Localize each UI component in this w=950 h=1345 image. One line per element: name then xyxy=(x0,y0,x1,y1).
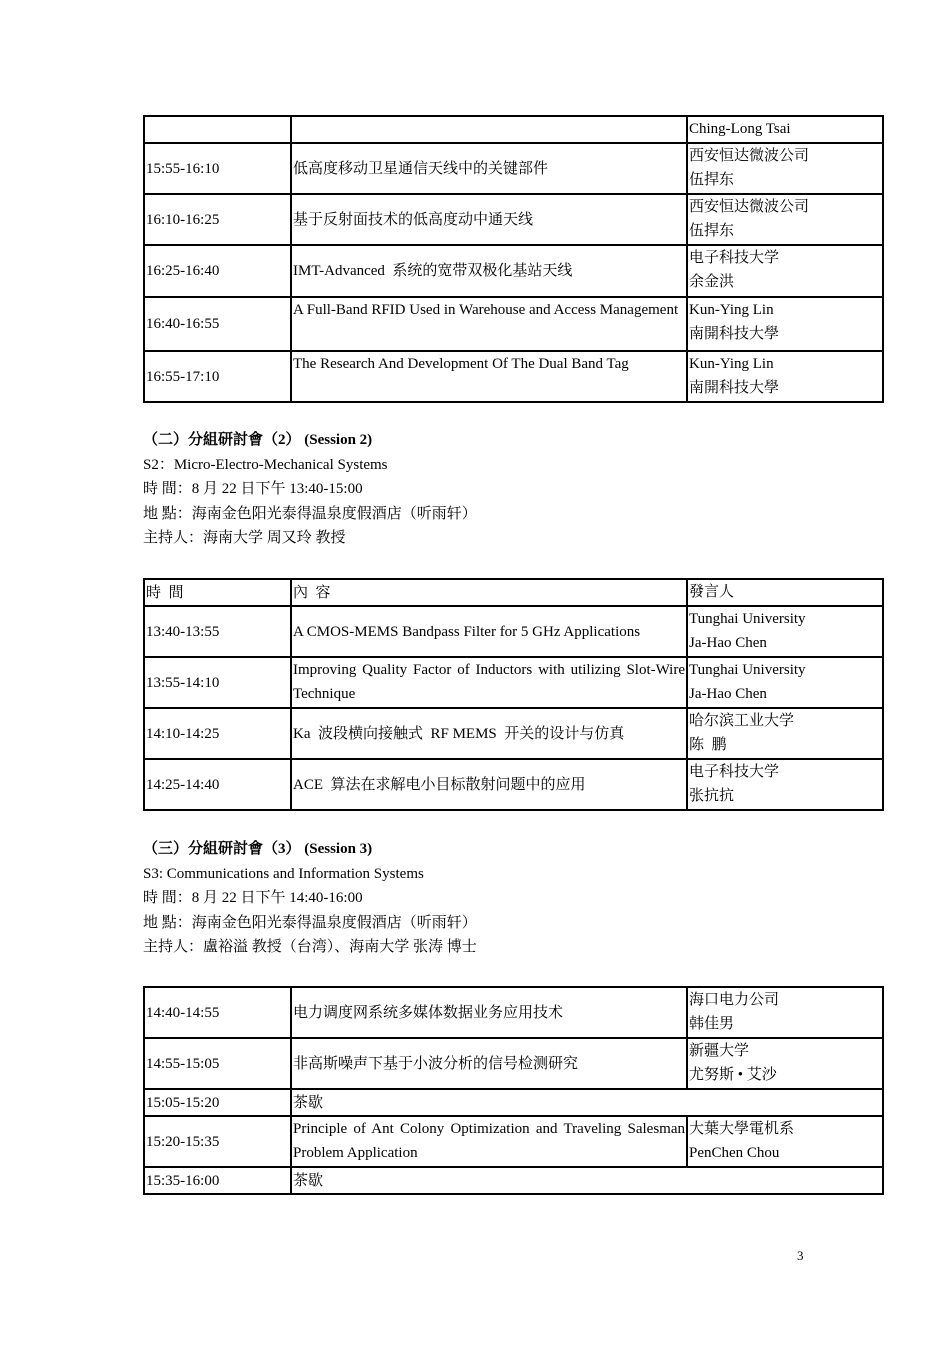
speaker-affiliation: 西安恒达微波公司 xyxy=(689,148,810,164)
speaker-affiliation: 大葉大學電机系 xyxy=(689,1121,795,1137)
time-cell: 14:55-15:05 xyxy=(144,1038,291,1089)
session-3-location: 地 點：海南金色阳光泰得温泉度假酒店（听雨轩） xyxy=(143,914,477,931)
content-cell: IMT-Advanced 系统的宽带双极化基站天线 xyxy=(291,245,687,297)
speaker-name: 余金洪 xyxy=(689,274,735,290)
schedule-table-1 xyxy=(143,115,884,403)
table-row xyxy=(144,351,883,402)
speaker-cell xyxy=(687,245,883,297)
speaker-cell xyxy=(687,759,883,810)
page-number: 3 xyxy=(797,1248,804,1263)
schedule-table-3 xyxy=(143,986,884,1195)
speaker-cell xyxy=(687,143,883,194)
speaker-name: Kun-Ying Lin xyxy=(689,356,774,372)
speaker-cell xyxy=(687,606,883,657)
table-row xyxy=(144,708,883,759)
speaker-affiliation: 南開科技大學 xyxy=(689,326,780,342)
break-cell: 茶歇 xyxy=(291,1089,883,1116)
time-cell: 14:25-14:40 xyxy=(144,759,291,810)
table-row xyxy=(144,759,883,810)
session-3-subtitle: S3: Communications and Information Systems xyxy=(143,865,424,882)
speaker-affiliation: 西安恒达微波公司 xyxy=(689,199,810,215)
speaker-affiliation: 南開科技大學 xyxy=(689,380,780,396)
session-2-time: 時 間：8 月 22 日下午 13:40-15:00 xyxy=(143,481,363,498)
time-cell: 16:10-16:25 xyxy=(144,194,291,245)
speaker-cell xyxy=(687,194,883,245)
speaker-cell xyxy=(687,657,883,708)
content-cell: Principle of Ant Colony Optimization and Traveling Salesman Problem Application xyxy=(291,1116,687,1167)
session-3-time: 時 間：8 月 22 日下午 14:40-16:00 xyxy=(143,890,363,907)
time-cell xyxy=(144,116,291,143)
speaker-name: 张抗抗 xyxy=(689,788,735,804)
time-cell: 15:35-16:00 xyxy=(144,1167,291,1194)
time-cell: 16:55-17:10 xyxy=(144,351,291,402)
table-row xyxy=(144,1038,883,1089)
session-3-heading: （三）分組研討會（3） (Session 3) xyxy=(143,841,373,857)
table-row xyxy=(144,245,883,297)
speaker-cell xyxy=(687,708,883,759)
speaker-name: 伍捍东 xyxy=(689,172,735,188)
speaker-name: Ja-Hao Chen xyxy=(689,635,767,651)
schedule-table-2 xyxy=(143,578,884,811)
speaker-cell xyxy=(687,297,883,351)
speaker-affiliation: 哈尔滨工业大学 xyxy=(689,713,795,729)
content-cell: ACE 算法在求解电小目标散射问题中的应用 xyxy=(291,759,687,810)
speaker-affiliation: 新疆大学 xyxy=(689,1043,750,1059)
content-cell: 电力调度网系统多媒体数据业务应用技术 xyxy=(291,987,687,1038)
table-row xyxy=(144,194,883,245)
speaker-affiliation: 电子科技大学 xyxy=(689,250,780,266)
content-cell: Improving Quality Factor of Inductors with utilizing Slot-Wire Technique xyxy=(291,657,687,708)
content-cell: 非高斯噪声下基于小波分析的信号检测研究 xyxy=(291,1038,687,1089)
content-cell: A CMOS-MEMS Bandpass Filter for 5 GHz Applications xyxy=(291,606,687,657)
table-row xyxy=(144,143,883,194)
time-cell: 15:20-15:35 xyxy=(144,1116,291,1167)
content-cell: 基于反射面技术的低高度动中通天线 xyxy=(291,194,687,245)
session-2-host: 主持人：海南大学 周又玲 教授 xyxy=(143,530,346,547)
header-speaker: 發言人 xyxy=(687,579,883,606)
speaker-name: 陈 鹏 xyxy=(689,737,727,753)
table-row xyxy=(144,987,883,1038)
session-2-heading: （二）分組研討會（2） (Session 2) xyxy=(143,432,373,448)
table-row xyxy=(144,1089,883,1116)
time-cell: 16:40-16:55 xyxy=(144,297,291,351)
content-cell: A Full-Band RFID Used in Warehouse and Access Management xyxy=(291,297,687,351)
speaker-name: PenChen Chou xyxy=(689,1145,780,1161)
speaker-cell xyxy=(687,351,883,402)
speaker-name: Kun-Ying Lin xyxy=(689,302,774,318)
time-cell: 15:05-15:20 xyxy=(144,1089,291,1116)
content-cell xyxy=(291,116,687,143)
time-cell: 13:55-14:10 xyxy=(144,657,291,708)
speaker-cell xyxy=(687,116,883,143)
header-content: 內 容 xyxy=(291,579,687,606)
session-3-info xyxy=(143,837,477,960)
speaker-affiliation: Tunghai University xyxy=(689,662,806,678)
session-2-location: 地 點：海南金色阳光泰得温泉度假酒店（听雨轩） xyxy=(143,505,477,522)
session-3-host: 主持人：盧裕溢 教授（台湾）、海南大学 张涛 博士 xyxy=(143,939,477,956)
content-cell: 低高度移动卫星通信天线中的关键部件 xyxy=(291,143,687,194)
speaker-line: Ching-Long Tsai xyxy=(689,121,791,137)
speaker-affiliation: Tunghai University xyxy=(689,611,806,627)
break-cell: 茶歇 xyxy=(291,1167,883,1194)
speaker-affiliation: 电子科技大学 xyxy=(689,764,780,780)
table-row xyxy=(144,657,883,708)
speaker-cell xyxy=(687,1116,883,1167)
table-row xyxy=(144,297,883,351)
table-row xyxy=(144,1116,883,1167)
speaker-name: Ja-Hao Chen xyxy=(689,686,767,702)
table-row xyxy=(144,606,883,657)
table-row xyxy=(144,116,883,143)
time-cell: 16:25-16:40 xyxy=(144,245,291,297)
speaker-name: 韩佳男 xyxy=(689,1016,735,1032)
time-cell: 14:40-14:55 xyxy=(144,987,291,1038)
speaker-affiliation: 海口电力公司 xyxy=(689,992,780,1008)
time-cell: 15:55-16:10 xyxy=(144,143,291,194)
session-2-subtitle: S2：Micro-Electro-Mechanical Systems xyxy=(143,456,388,473)
speaker-name: 伍捍东 xyxy=(689,223,735,239)
speaker-cell xyxy=(687,987,883,1038)
header-time: 時 間 xyxy=(144,579,291,606)
speaker-name: 尤努斯 • 艾沙 xyxy=(689,1067,777,1083)
table-header-row xyxy=(144,579,883,606)
table-row xyxy=(144,1167,883,1194)
content-cell: The Research And Development Of The Dual Band Tag xyxy=(291,351,687,402)
time-cell: 13:40-13:55 xyxy=(144,606,291,657)
content-cell: Ka 波段横向接触式 RF MEMS 开关的设计与仿真 xyxy=(291,708,687,759)
session-2-info xyxy=(143,428,477,551)
time-cell: 14:10-14:25 xyxy=(144,708,291,759)
speaker-cell xyxy=(687,1038,883,1089)
